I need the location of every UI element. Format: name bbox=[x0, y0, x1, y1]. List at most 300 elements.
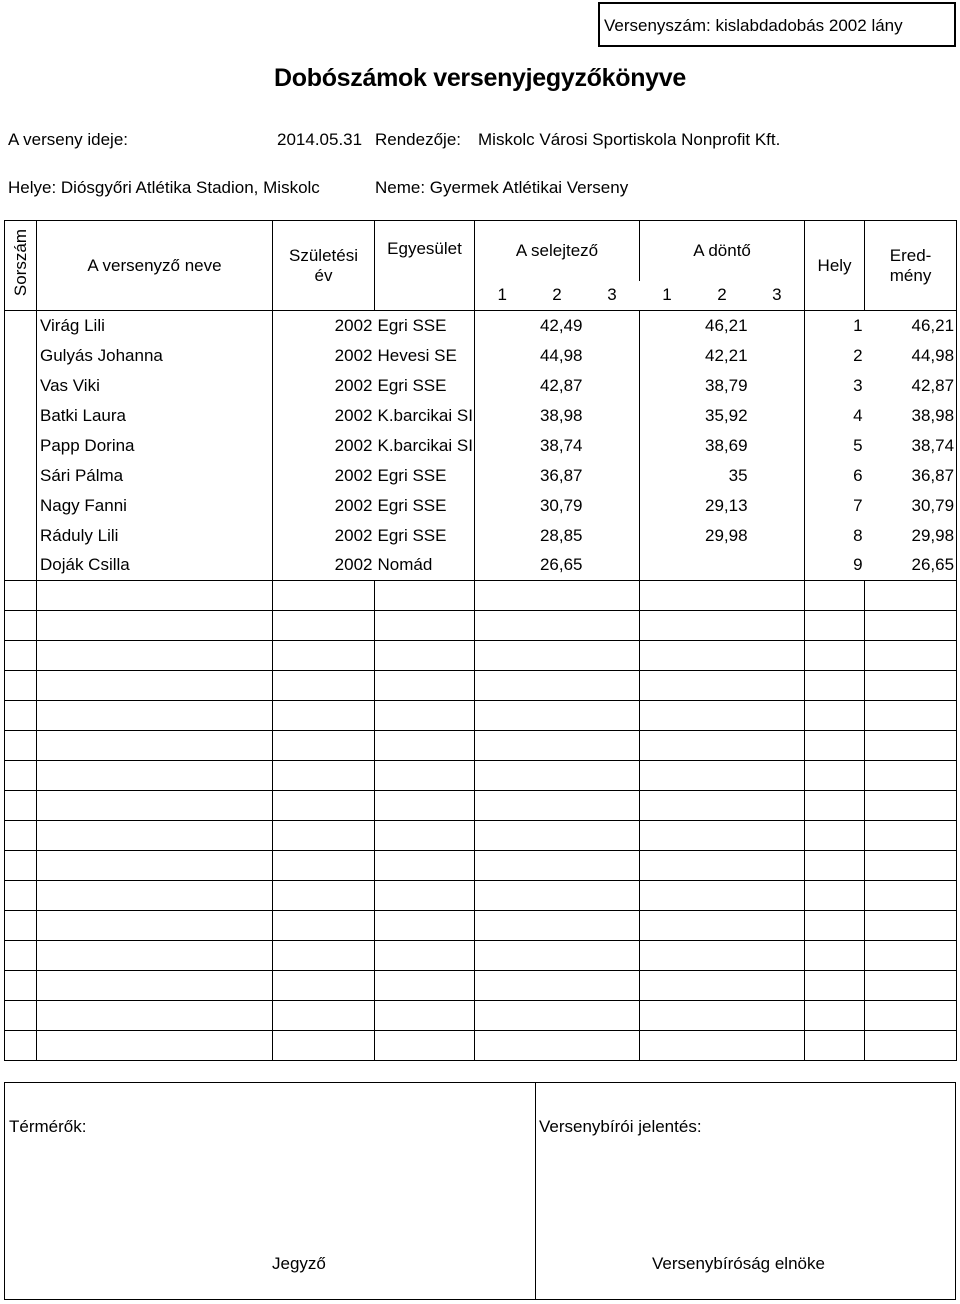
prelim-attempt bbox=[530, 701, 585, 731]
table-cell bbox=[640, 341, 695, 371]
athlete-name: Sári Pálma bbox=[37, 461, 273, 491]
table-cell bbox=[475, 851, 530, 881]
table-row bbox=[5, 911, 957, 941]
prelim-attempt bbox=[530, 851, 585, 881]
place-value: 7 bbox=[805, 491, 865, 521]
athlete-name: Batki Laura bbox=[37, 401, 273, 431]
table-cell bbox=[640, 701, 695, 731]
table-cell bbox=[5, 1001, 37, 1031]
birth-year bbox=[273, 791, 375, 821]
table-cell bbox=[585, 401, 640, 431]
header-result-line1: Ered- bbox=[889, 245, 932, 265]
table-row bbox=[5, 1031, 957, 1061]
header-prelim: A selejtező bbox=[475, 221, 640, 281]
table-cell bbox=[475, 551, 530, 581]
table-cell bbox=[640, 671, 695, 701]
table-cell bbox=[5, 851, 37, 881]
result-value: 36,87 bbox=[865, 461, 957, 491]
table-cell bbox=[640, 791, 695, 821]
table-cell bbox=[640, 431, 695, 461]
prelim-attempt: 30,79 bbox=[539, 495, 583, 515]
birth-year: 2002 bbox=[273, 521, 375, 551]
club-name bbox=[375, 881, 475, 911]
event-title: Versenyszám: kislabdadobás 2002 lány bbox=[604, 16, 903, 35]
date-value: 2014.05.31 bbox=[277, 130, 363, 149]
table-cell bbox=[475, 761, 530, 791]
place-value bbox=[805, 941, 865, 971]
table-cell bbox=[475, 431, 530, 461]
date-label: A verseny ideje: bbox=[8, 130, 129, 149]
club-name bbox=[375, 641, 475, 671]
table-cell bbox=[475, 521, 530, 551]
club-name: K.barcikai SI bbox=[375, 431, 475, 461]
athlete-name bbox=[37, 821, 273, 851]
table-row bbox=[5, 611, 957, 641]
club-name: Egri SSE bbox=[375, 371, 475, 401]
table-cell bbox=[750, 521, 805, 551]
final-attempt: 35 bbox=[728, 465, 748, 485]
table-row bbox=[5, 881, 957, 911]
table-row bbox=[5, 821, 957, 851]
final-attempt bbox=[695, 821, 750, 851]
club-name: Egri SSE bbox=[375, 311, 475, 341]
table-cell bbox=[750, 911, 805, 941]
birth-year bbox=[273, 1001, 375, 1031]
table-cell bbox=[475, 671, 530, 701]
table-cell bbox=[750, 731, 805, 761]
table-cell bbox=[585, 641, 640, 671]
table-row bbox=[5, 971, 957, 1001]
table-cell bbox=[640, 1031, 695, 1061]
table-cell bbox=[640, 761, 695, 791]
prelim-attempt bbox=[530, 761, 585, 791]
header-place: Hely bbox=[805, 221, 865, 311]
table-cell bbox=[640, 371, 695, 401]
table-cell bbox=[5, 911, 37, 941]
place-value: 1 bbox=[805, 311, 865, 341]
table-row bbox=[5, 461, 957, 491]
table-cell bbox=[640, 401, 695, 431]
table-cell bbox=[640, 491, 695, 521]
result-value bbox=[865, 581, 957, 611]
athlete-name bbox=[37, 911, 273, 941]
club-name bbox=[375, 701, 475, 731]
table-cell bbox=[5, 941, 37, 971]
place-value bbox=[805, 641, 865, 671]
results-table bbox=[4, 220, 957, 1061]
athlete-name bbox=[37, 941, 273, 971]
table-cell bbox=[640, 461, 695, 491]
prelim-attempt: 44,98 bbox=[539, 345, 583, 365]
result-value bbox=[865, 821, 957, 851]
final-attempt bbox=[695, 971, 750, 1001]
club-name bbox=[375, 941, 475, 971]
final-attempt: 35,92 bbox=[704, 405, 748, 425]
athlete-name: Vas Viki bbox=[37, 371, 273, 401]
club-name: Egri SSE bbox=[375, 461, 475, 491]
table-cell bbox=[475, 611, 530, 641]
table-cell bbox=[585, 881, 640, 911]
table-row bbox=[5, 851, 957, 881]
result-value: 29,98 bbox=[865, 521, 957, 551]
table-cell bbox=[475, 1001, 530, 1031]
result-value bbox=[865, 701, 957, 731]
place-value bbox=[805, 851, 865, 881]
recorder-label: Jegyző bbox=[272, 1254, 326, 1273]
table-cell bbox=[475, 911, 530, 941]
table-cell bbox=[475, 1031, 530, 1061]
table-cell bbox=[640, 881, 695, 911]
birth-year: 2002 bbox=[273, 431, 375, 461]
table-cell bbox=[585, 371, 640, 401]
place-value bbox=[805, 881, 865, 911]
club-name bbox=[375, 611, 475, 641]
table-cell bbox=[585, 341, 640, 371]
result-value bbox=[865, 1001, 957, 1031]
table-cell bbox=[750, 791, 805, 821]
club-name bbox=[375, 971, 475, 1001]
athlete-name bbox=[37, 611, 273, 641]
table-cell bbox=[475, 311, 530, 341]
page-title: Dobószámok versenyjegyzőkönyve bbox=[274, 64, 686, 92]
jury-chair-label: Versenybíróság elnöke bbox=[652, 1254, 825, 1273]
table-cell bbox=[750, 881, 805, 911]
table-cell bbox=[5, 371, 37, 401]
header-club: Egyesület bbox=[375, 221, 475, 311]
table-cell bbox=[475, 971, 530, 1001]
athlete-name: Ráduly Lili bbox=[37, 521, 273, 551]
result-value: 42,87 bbox=[865, 371, 957, 401]
club-name: K.barcikai SI bbox=[375, 401, 475, 431]
club-name bbox=[375, 791, 475, 821]
table-cell bbox=[5, 491, 37, 521]
table-row bbox=[5, 431, 957, 461]
table-cell bbox=[585, 1001, 640, 1031]
table-cell bbox=[640, 821, 695, 851]
result-value bbox=[865, 971, 957, 1001]
table-cell bbox=[5, 731, 37, 761]
table-cell bbox=[750, 1031, 805, 1061]
header-result bbox=[865, 221, 957, 311]
club-name: Egri SSE bbox=[375, 491, 475, 521]
event-box bbox=[598, 2, 956, 47]
birth-year: 2002 bbox=[273, 341, 375, 371]
result-value bbox=[865, 851, 957, 881]
table-cell bbox=[585, 461, 640, 491]
club-name bbox=[375, 911, 475, 941]
table-cell bbox=[585, 611, 640, 641]
place-value bbox=[805, 1001, 865, 1031]
table-cell bbox=[750, 461, 805, 491]
attempt-header: 2 bbox=[530, 281, 585, 311]
table-cell bbox=[640, 581, 695, 611]
table-cell bbox=[5, 1031, 37, 1061]
result-value bbox=[865, 1031, 957, 1061]
result-value bbox=[865, 641, 957, 671]
final-attempt bbox=[695, 641, 750, 671]
table-row bbox=[5, 791, 957, 821]
prelim-attempt: 42,87 bbox=[539, 375, 583, 395]
table-cell bbox=[5, 821, 37, 851]
table-cell bbox=[475, 581, 530, 611]
table-cell bbox=[750, 701, 805, 731]
birth-year bbox=[273, 1031, 375, 1061]
club-name bbox=[375, 671, 475, 701]
table-cell bbox=[585, 311, 640, 341]
birth-year bbox=[273, 761, 375, 791]
club-name: Hevesi SE bbox=[375, 341, 475, 371]
prelim-attempt: 26,65 bbox=[539, 555, 583, 575]
table-row bbox=[5, 641, 957, 671]
table-cell bbox=[5, 431, 37, 461]
club-name: Nomád bbox=[375, 551, 475, 581]
club-name bbox=[375, 731, 475, 761]
result-value: 46,21 bbox=[865, 311, 957, 341]
attempt-header: 1 bbox=[640, 281, 695, 311]
athlete-name bbox=[37, 1031, 273, 1061]
table-cell bbox=[5, 761, 37, 791]
table-cell bbox=[475, 641, 530, 671]
table-cell bbox=[5, 701, 37, 731]
result-value bbox=[865, 731, 957, 761]
table-row bbox=[5, 761, 957, 791]
table-row bbox=[5, 551, 957, 581]
organizer-value: Miskolc Városi Sportiskola Nonprofit Kft. bbox=[478, 130, 781, 149]
table-cell bbox=[750, 671, 805, 701]
header-birth bbox=[273, 221, 375, 311]
prelim-attempt: 42,49 bbox=[539, 315, 583, 335]
birth-year bbox=[273, 731, 375, 761]
table-cell bbox=[750, 491, 805, 521]
prelim-attempt bbox=[530, 1001, 585, 1031]
table-cell bbox=[5, 521, 37, 551]
birth-year bbox=[273, 611, 375, 641]
header-birth-line1: Születési bbox=[289, 245, 358, 265]
table-cell bbox=[750, 1001, 805, 1031]
final-attempt bbox=[695, 731, 750, 761]
result-value: 26,65 bbox=[865, 551, 957, 581]
place-value: 6 bbox=[805, 461, 865, 491]
athlete-name bbox=[37, 581, 273, 611]
table-cell bbox=[475, 791, 530, 821]
result-value bbox=[865, 941, 957, 971]
birth-year bbox=[273, 701, 375, 731]
place-value bbox=[805, 611, 865, 641]
athlete-name bbox=[37, 641, 273, 671]
place-value bbox=[805, 761, 865, 791]
table-row bbox=[5, 731, 957, 761]
birth-year bbox=[273, 671, 375, 701]
place-value: 5 bbox=[805, 431, 865, 461]
athlete-name: Gulyás Johanna bbox=[37, 341, 273, 371]
table-cell bbox=[750, 611, 805, 641]
table-cell bbox=[5, 341, 37, 371]
table-cell bbox=[640, 731, 695, 761]
final-attempt: 46,21 bbox=[704, 315, 748, 335]
athlete-name: Virág Lili bbox=[37, 311, 273, 341]
table-cell bbox=[585, 971, 640, 1001]
prelim-attempt bbox=[530, 1031, 585, 1061]
header-result-line2: mény bbox=[889, 265, 932, 285]
table-cell bbox=[5, 311, 37, 341]
table-cell bbox=[750, 581, 805, 611]
prelim-attempt bbox=[530, 881, 585, 911]
club-name bbox=[375, 1031, 475, 1061]
final-attempt bbox=[695, 851, 750, 881]
organizer-label: Rendezője: bbox=[375, 130, 462, 149]
result-value bbox=[865, 611, 957, 641]
place-value bbox=[805, 971, 865, 1001]
athlete-name bbox=[37, 731, 273, 761]
prelim-attempt bbox=[530, 671, 585, 701]
table-cell bbox=[5, 581, 37, 611]
birth-year bbox=[273, 881, 375, 911]
athlete-name: Nagy Fanni bbox=[37, 491, 273, 521]
final-attempt bbox=[695, 791, 750, 821]
table-row bbox=[5, 491, 957, 521]
birth-year: 2002 bbox=[273, 491, 375, 521]
prelim-attempt bbox=[530, 911, 585, 941]
table-cell bbox=[475, 491, 530, 521]
table-cell bbox=[475, 401, 530, 431]
table-cell bbox=[585, 851, 640, 881]
athlete-name bbox=[37, 701, 273, 731]
prelim-attempt bbox=[530, 971, 585, 1001]
table-row bbox=[5, 701, 957, 731]
report-label: Versenybírói jelentés: bbox=[539, 1117, 702, 1136]
place-value: 4 bbox=[805, 401, 865, 431]
attempt-header: 2 bbox=[695, 281, 750, 311]
table-cell bbox=[585, 491, 640, 521]
final-attempt bbox=[695, 1031, 750, 1061]
birth-year bbox=[273, 851, 375, 881]
table-cell bbox=[750, 431, 805, 461]
birth-year bbox=[273, 641, 375, 671]
prelim-attempt bbox=[530, 821, 585, 851]
attempt-header: 3 bbox=[585, 281, 640, 311]
table-cell bbox=[585, 791, 640, 821]
table-cell bbox=[585, 521, 640, 551]
birth-year: 2002 bbox=[273, 401, 375, 431]
birth-year: 2002 bbox=[273, 311, 375, 341]
table-cell bbox=[640, 851, 695, 881]
final-attempt bbox=[695, 761, 750, 791]
place-value bbox=[805, 911, 865, 941]
place-value: 9 bbox=[805, 551, 865, 581]
table-cell bbox=[750, 641, 805, 671]
signature-divider bbox=[535, 1083, 536, 1299]
final-attempt bbox=[695, 611, 750, 641]
table-row bbox=[5, 341, 957, 371]
header-athlete: A versenyző neve bbox=[37, 221, 273, 311]
athlete-name bbox=[37, 881, 273, 911]
final-attempt bbox=[695, 671, 750, 701]
table-cell bbox=[585, 431, 640, 461]
final-attempt bbox=[695, 551, 750, 581]
table-cell bbox=[5, 551, 37, 581]
prelim-attempt: 38,98 bbox=[539, 405, 583, 425]
final-attempt: 29,13 bbox=[704, 495, 748, 515]
measurers-label: Térmérők: bbox=[9, 1117, 87, 1136]
final-attempt bbox=[695, 881, 750, 911]
place-value: 3 bbox=[805, 371, 865, 401]
table-cell bbox=[640, 611, 695, 641]
birth-year bbox=[273, 971, 375, 1001]
event-name: Neme: Gyermek Atlétikai Verseny bbox=[375, 178, 629, 197]
table-cell bbox=[5, 401, 37, 431]
table-row bbox=[5, 1001, 957, 1031]
result-value: 38,98 bbox=[865, 401, 957, 431]
table-cell bbox=[750, 551, 805, 581]
table-cell bbox=[750, 371, 805, 401]
table-cell bbox=[750, 401, 805, 431]
table-row bbox=[5, 311, 957, 341]
table-cell bbox=[750, 941, 805, 971]
athlete-name bbox=[37, 761, 273, 791]
table-cell bbox=[5, 611, 37, 641]
table-cell bbox=[475, 941, 530, 971]
table-row bbox=[5, 401, 957, 431]
table-row bbox=[5, 521, 957, 551]
birth-year bbox=[273, 581, 375, 611]
table-row bbox=[5, 371, 957, 401]
table-cell bbox=[475, 371, 530, 401]
table-cell bbox=[640, 521, 695, 551]
table-cell bbox=[585, 1031, 640, 1061]
club-name bbox=[375, 1001, 475, 1031]
birth-year: 2002 bbox=[273, 461, 375, 491]
table-cell bbox=[475, 881, 530, 911]
signature-area bbox=[4, 1082, 956, 1300]
result-value: 44,98 bbox=[865, 341, 957, 371]
birth-year bbox=[273, 821, 375, 851]
header-no bbox=[5, 221, 37, 311]
table-cell bbox=[640, 1001, 695, 1031]
athlete-name: Papp Dorina bbox=[37, 431, 273, 461]
table-cell bbox=[5, 671, 37, 701]
table-cell bbox=[585, 761, 640, 791]
final-attempt bbox=[695, 1001, 750, 1031]
table-cell bbox=[750, 821, 805, 851]
table-cell bbox=[5, 791, 37, 821]
table-cell bbox=[585, 731, 640, 761]
prelim-attempt bbox=[530, 731, 585, 761]
athlete-name bbox=[37, 1001, 273, 1031]
result-value bbox=[865, 881, 957, 911]
table-cell bbox=[750, 341, 805, 371]
table-cell bbox=[475, 341, 530, 371]
prelim-attempt: 28,85 bbox=[539, 525, 583, 545]
table-cell bbox=[640, 641, 695, 671]
result-value bbox=[865, 761, 957, 791]
table-cell bbox=[750, 761, 805, 791]
table-cell bbox=[5, 971, 37, 1001]
header-final: A döntő bbox=[640, 221, 805, 281]
result-value: 30,79 bbox=[865, 491, 957, 521]
table-cell bbox=[750, 311, 805, 341]
club-name: Egri SSE bbox=[375, 521, 475, 551]
table-cell bbox=[5, 641, 37, 671]
athlete-name bbox=[37, 671, 273, 701]
final-attempt bbox=[695, 911, 750, 941]
place-value bbox=[805, 671, 865, 701]
prelim-attempt bbox=[530, 941, 585, 971]
table-cell bbox=[585, 911, 640, 941]
place-value bbox=[805, 701, 865, 731]
prelim-attempt: 38,74 bbox=[539, 435, 583, 455]
athlete-name bbox=[37, 851, 273, 881]
final-attempt: 42,21 bbox=[704, 345, 748, 365]
